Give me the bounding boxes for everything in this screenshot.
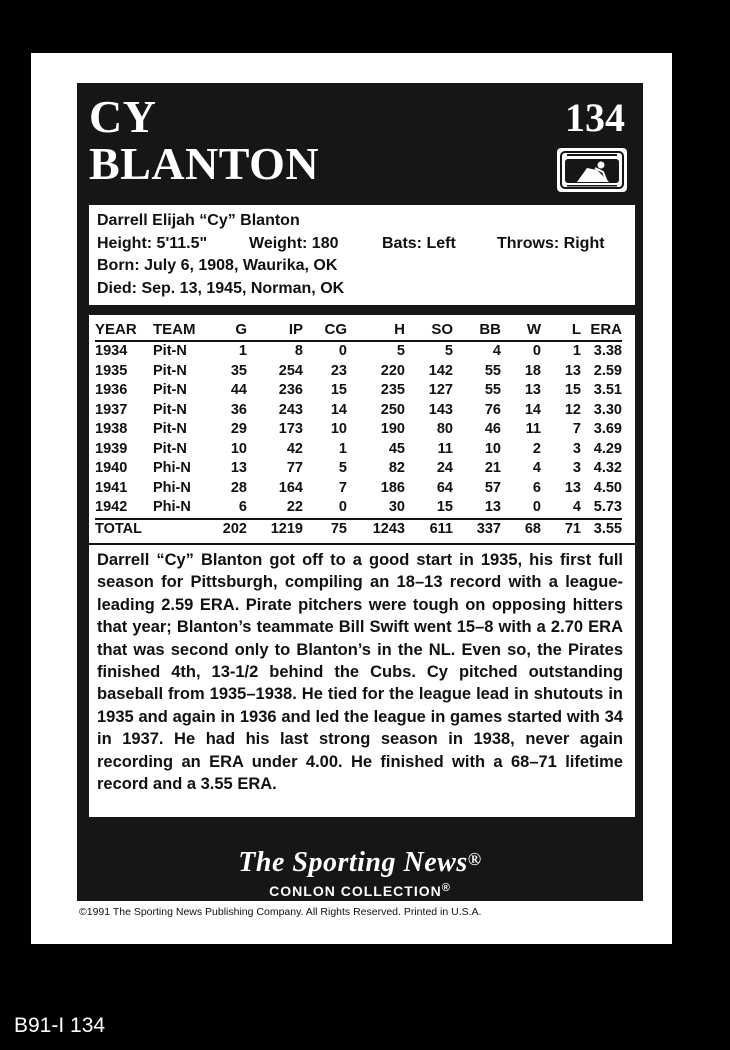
stats-header-row [95, 320, 622, 341]
full-name: Darrell Elijah “Cy” Blanton [97, 212, 300, 229]
stats-cell: 143 [428, 401, 453, 418]
stats-cell: 64 [436, 479, 453, 496]
stats-cell: 18 [524, 362, 541, 379]
stats-header-cg: CG [303, 320, 347, 341]
stats-cell: 1 [572, 343, 581, 359]
stats-cell: 1934 [95, 343, 128, 359]
stats-total-cell: 611 [405, 519, 453, 541]
stats-total-cell: 337 [453, 519, 501, 541]
stats-cell: 36 [230, 401, 247, 418]
stats-cell: 190 [380, 421, 405, 437]
stats-header-era: ERA [581, 320, 622, 341]
copyright-text: ©1991 The Sporting News Publishing Company. All Rights Reserved. Printed in U.S.A. [79, 906, 482, 918]
stats-cell: 5 [338, 460, 347, 476]
sporting-news-logo [77, 843, 643, 879]
stats-cell: 1940 [95, 460, 128, 476]
stats-row [95, 479, 622, 499]
stats-cell: 22 [286, 499, 303, 515]
stats-cell: 14 [330, 401, 347, 418]
stats-cell: 3 [572, 460, 581, 476]
stats-cell: 173 [278, 421, 303, 437]
stats-cell: 30 [388, 499, 405, 515]
stats-cell: 0 [532, 343, 541, 359]
stats-cell: Pit-N [153, 440, 187, 457]
stats-cell: 0 [338, 499, 347, 515]
stats-cell: 55 [484, 382, 501, 398]
stats-cell: Pit-N [153, 362, 187, 379]
throws-field: Throws: Right [497, 234, 605, 252]
stats-cell: 10 [484, 440, 501, 457]
stats-cell: Phi-N [153, 479, 191, 496]
stats-cell: 1937 [95, 401, 128, 418]
stats-cell: 10 [230, 440, 247, 457]
stats-cell: 3.51 [593, 382, 622, 398]
stats-cell: 10 [330, 421, 347, 437]
stats-cell: 3.38 [593, 343, 622, 359]
stats-panel [89, 315, 635, 543]
stats-cell: 4.29 [593, 440, 622, 457]
stats-cell: 12 [564, 401, 581, 418]
collection-name: CONLON COLLECTION [269, 883, 442, 899]
stats-header-bb: BB [453, 320, 501, 341]
stats-cell: Pit-N [153, 343, 187, 359]
weight-field: Weight: 180 [249, 234, 339, 252]
stats-cell: 13 [564, 362, 581, 379]
stats-cell: 14 [524, 401, 541, 418]
stats-total-cell: 68 [501, 519, 541, 541]
stats-header-w: W [501, 320, 541, 341]
stats-cell: 0 [532, 499, 541, 515]
stats-cell: 4.50 [593, 479, 622, 496]
stats-cell: 2 [532, 440, 541, 457]
stats-cell: 15 [330, 382, 347, 398]
publisher-name: The Sporting News [238, 847, 468, 878]
registered-mark: ® [467, 849, 482, 869]
stats-row [95, 440, 622, 460]
stats-cell: 80 [436, 421, 453, 437]
stats-cell: 1941 [95, 479, 128, 496]
stats-cell: 13 [484, 499, 501, 515]
stats-header-l: L [541, 320, 581, 341]
stats-cell: 5 [396, 343, 405, 359]
stats-cell: 3.69 [593, 421, 622, 437]
stats-header-g: G [213, 320, 247, 341]
stats-total-cell: 3.55 [581, 519, 622, 541]
died-field: Died: Sep. 13, 1945, Norman, OK [97, 279, 345, 297]
stats-row [95, 362, 622, 382]
stats-cell: 164 [278, 479, 303, 496]
stats-cell: 4 [492, 343, 501, 359]
bats-field: Bats: Left [382, 234, 456, 252]
stats-cell: 15 [564, 382, 581, 398]
career-summary: Darrell “Cy” Blanton got off to a good start in 1935, his first full season for Pittsburgh, compiling an 18–13 record with a league-leading 2.59 ERA. Pirate pitchers were tough on opposing hitters that year; Blanton’s teammate Bill Swift went 15–8 with a 2.70 ERA that was second only to Blanton’s in the NL. Even so, the Pirates finished 4th, 13-1/2 behind the Cubs. Cy pitched outstanding baseball from 1935–1938. He tied for the league lead in shutouts in 1935 and again in 1936 and led the league in games started with 34 in 1937. He had his last strong season in 1938, never again recording an ERA under 4.00. He finished with a 68–71 lifetime record and a 3.55 ERA. [89, 545, 635, 817]
stats-cell: 142 [428, 362, 453, 379]
stats-cell: 1935 [95, 362, 128, 379]
stats-cell: 4 [532, 460, 541, 476]
stats-cell: 82 [388, 460, 405, 476]
stats-cell: 1936 [95, 382, 128, 398]
stats-total-cell: 1243 [347, 519, 405, 541]
stats-cell: 45 [388, 440, 405, 457]
stats-total-row [95, 519, 622, 541]
player-name-line1: CY [89, 91, 157, 142]
stats-cell: 11 [437, 440, 453, 457]
stats-cell: 186 [380, 479, 405, 496]
stats-cell: 243 [278, 401, 303, 418]
card-frame [77, 83, 643, 901]
stats-cell: 29 [230, 421, 247, 437]
height-field: Height: 5'11.5" [97, 234, 208, 252]
stats-cell: 1938 [95, 421, 128, 437]
born-field: Born: July 6, 1908, Waurika, OK [97, 257, 338, 274]
stats-cell: Pit-N [153, 401, 187, 418]
stats-cell: 3.30 [593, 401, 622, 418]
stats-cell: 24 [436, 460, 453, 476]
conlon-collection [77, 879, 643, 900]
stats-row [95, 401, 622, 421]
stats-cell: 235 [380, 382, 405, 398]
stats-cell: 76 [484, 401, 501, 418]
stats-cell: 7 [572, 421, 581, 437]
stats-cell: 220 [380, 362, 405, 379]
stats-cell: 0 [338, 343, 347, 359]
stats-cell: Phi-N [153, 460, 191, 476]
card-number: 134 [565, 95, 625, 140]
stats-cell: 44 [230, 382, 247, 398]
stats-header-h: H [347, 320, 405, 341]
stats-total-cell: 202 [213, 519, 247, 541]
bio-panel [89, 205, 635, 305]
publisher-block [77, 843, 643, 900]
stats-cell: 5 [444, 343, 453, 359]
stats-cell: 55 [484, 362, 501, 379]
stats-row [95, 498, 622, 519]
stats-cell: 21 [484, 460, 501, 476]
stats-total-cell: TOTAL [95, 519, 153, 541]
stats-cell: 250 [380, 401, 405, 418]
stats-cell: 7 [338, 479, 347, 496]
trading-card-back [31, 53, 672, 944]
collection-registered-mark: ® [441, 882, 451, 894]
mlb-logo-icon [557, 148, 627, 192]
stats-header-ip: IP [247, 320, 303, 341]
stats-cell: 8 [294, 343, 303, 359]
stats-cell: 236 [278, 382, 303, 398]
stats-total-cell: 71 [541, 519, 581, 541]
stats-cell: 1939 [95, 440, 128, 457]
stats-cell: 13 [564, 479, 581, 496]
stats-row [95, 381, 622, 401]
stats-cell: 1942 [95, 499, 128, 515]
stats-cell: 42 [286, 440, 303, 457]
stats-cell: 77 [286, 460, 303, 476]
stats-row [95, 341, 622, 362]
stats-cell: 15 [436, 499, 453, 515]
stats-total-cell [153, 519, 213, 541]
stats-cell: 3 [572, 440, 581, 457]
stats-cell: 11 [525, 421, 541, 437]
stats-row [95, 420, 622, 440]
stats-cell: 46 [484, 421, 501, 437]
stats-header-so: SO [405, 320, 453, 341]
stats-row [95, 459, 622, 479]
stats-header-year: YEAR [95, 320, 153, 341]
stats-cell: 6 [532, 479, 541, 496]
catalog-label: B91-I 134 [14, 1014, 106, 1037]
stats-cell: 254 [278, 362, 303, 379]
stats-cell: 4 [572, 499, 581, 515]
stats-cell: 4.32 [593, 460, 622, 476]
stats-cell: 23 [330, 362, 347, 379]
stats-cell: 6 [238, 499, 247, 515]
stats-header-team: TEAM [153, 320, 213, 341]
stats-table [95, 320, 622, 541]
stats-cell: 13 [230, 460, 247, 476]
stats-cell: 127 [428, 382, 453, 398]
stats-total-cell: 1219 [247, 519, 303, 541]
stats-total-cell: 75 [303, 519, 347, 541]
stats-cell: 1 [338, 440, 347, 457]
stats-cell: 13 [524, 382, 541, 398]
stats-cell: 28 [230, 479, 247, 496]
stats-cell: 5.73 [593, 499, 622, 515]
player-name-line2: BLANTON [89, 138, 320, 189]
player-name [89, 93, 319, 187]
stats-cell: 2.59 [593, 362, 622, 379]
stats-cell: Pit-N [153, 421, 187, 437]
stats-cell: 35 [230, 362, 247, 379]
stats-cell: 1 [238, 343, 247, 359]
stats-cell: Phi-N [153, 499, 191, 515]
stats-cell: Pit-N [153, 382, 187, 398]
stats-cell: 57 [484, 479, 501, 496]
